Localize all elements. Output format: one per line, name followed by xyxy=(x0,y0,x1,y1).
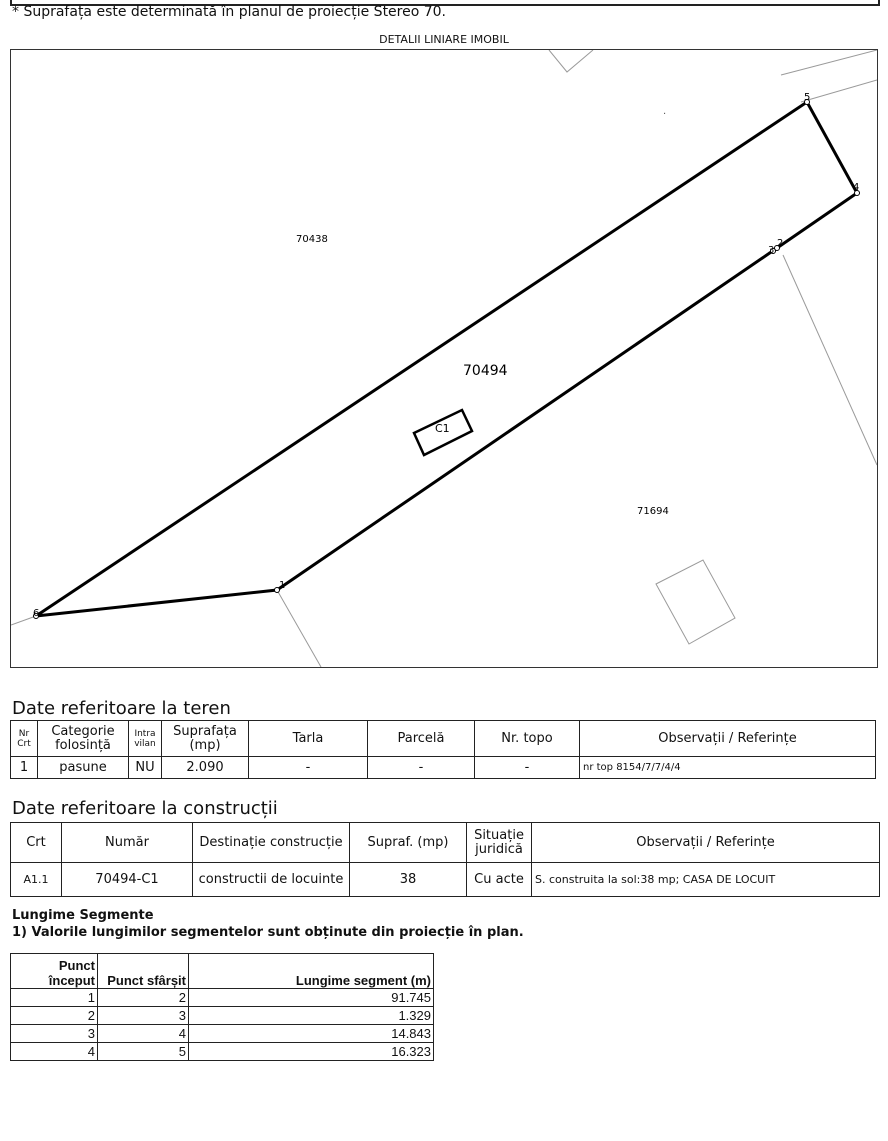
header-cell: Punct sfârșit xyxy=(98,954,189,989)
point-label: 2 xyxy=(777,238,784,249)
cell: 4 xyxy=(98,1025,189,1043)
header-cell: Parcelă xyxy=(368,721,475,757)
cell: A1.1 xyxy=(11,863,62,897)
parcel-map-drawing xyxy=(11,50,877,667)
cell: - xyxy=(368,757,475,779)
header-cell: Tarla xyxy=(249,721,368,757)
cell: 1 xyxy=(11,989,98,1007)
cell: nr top 8154/7/7/4/4 xyxy=(580,757,876,779)
table-row xyxy=(11,1043,434,1061)
header-cell: Destinație construcție xyxy=(193,823,350,863)
neighbour-boundary xyxy=(801,80,877,102)
segmente-title: Lungime Segmente xyxy=(12,908,154,923)
point-label: 5 xyxy=(804,92,811,103)
teren-heading: Date referitoare la teren xyxy=(12,698,231,719)
header-cell: Lungime segment (m) xyxy=(189,954,434,989)
cell: 1.329 xyxy=(189,1007,434,1025)
parcel-label-left: 70438 xyxy=(296,234,328,245)
header-cell: Suprafața (mp) xyxy=(162,721,249,757)
map-dot: · xyxy=(663,109,667,120)
constructii-table xyxy=(10,822,880,897)
neighbour-boundary xyxy=(783,255,877,465)
point-label: 3 xyxy=(768,245,775,256)
cell: 3 xyxy=(11,1025,98,1043)
table-row xyxy=(11,1025,434,1043)
header-cell: Observații / Referințe xyxy=(532,823,880,863)
table-row xyxy=(11,757,876,779)
header-cell: Nr. topo xyxy=(475,721,580,757)
header-cell: Crt xyxy=(11,823,62,863)
table-row xyxy=(11,1007,434,1025)
parcel-outline xyxy=(36,102,860,616)
cell: 3 xyxy=(98,1007,189,1025)
teren-table xyxy=(10,720,876,779)
cell: Cu acte xyxy=(467,863,532,897)
cell: constructii de locuinte xyxy=(193,863,350,897)
table-header-row xyxy=(11,954,434,989)
cell: 5 xyxy=(98,1043,189,1061)
neighbour-boundary xyxy=(277,590,321,667)
header-cell: Observații / Referințe xyxy=(580,721,876,757)
table-row xyxy=(11,863,880,897)
table-header-row xyxy=(11,721,876,757)
cell: pasune xyxy=(38,757,129,779)
neighbour-building xyxy=(656,560,735,644)
map-title: DETALII LINIARE IMOBIL xyxy=(379,33,509,46)
neighbour-boundary xyxy=(549,50,593,72)
cell: - xyxy=(475,757,580,779)
cell: 2.090 xyxy=(162,757,249,779)
cell: NU xyxy=(129,757,162,779)
segmente-table xyxy=(10,953,434,1061)
header-cell: Intra vilan xyxy=(129,721,162,757)
table-header-row xyxy=(11,823,880,863)
table-row xyxy=(11,989,434,1007)
parcel-label-main: 70494 xyxy=(463,363,508,379)
point-label: 6 xyxy=(33,608,40,619)
point-label: 1 xyxy=(279,580,286,591)
cell: 14.843 xyxy=(189,1025,434,1043)
cell: S. construita la sol:38 mp; CASA DE LOCUIT xyxy=(532,863,880,897)
cell: 2 xyxy=(11,1007,98,1025)
cell: 1 xyxy=(11,757,38,779)
footnote: * Suprafața este determinată în planul de proiecție Stereo 70. xyxy=(12,4,447,20)
parcel-label-right: 71694 xyxy=(637,506,669,517)
cell: 2 xyxy=(98,989,189,1007)
cell: 4 xyxy=(11,1043,98,1061)
cell: 38 xyxy=(350,863,467,897)
header-cell: Categorie folosință xyxy=(38,721,129,757)
segmente-note: 1) Valorile lungimilor segmentelor sunt obținute din proiecție în plan. xyxy=(12,925,524,940)
header-cell: Supraf. (mp) xyxy=(350,823,467,863)
cell: 91.745 xyxy=(189,989,434,1007)
building-label: C1 xyxy=(435,422,450,435)
cell: - xyxy=(249,757,368,779)
header-cell: Număr xyxy=(62,823,193,863)
cell: 16.323 xyxy=(189,1043,434,1061)
header-cell: Nr Crt xyxy=(11,721,38,757)
header-cell: Situație juridică xyxy=(467,823,532,863)
point-label: 4 xyxy=(853,182,860,193)
cell: 70494-C1 xyxy=(62,863,193,897)
neighbour-boundary xyxy=(781,50,877,75)
header-cell: Punct început xyxy=(11,954,98,989)
parcel-map xyxy=(10,49,878,668)
constructii-heading: Date referitoare la construcții xyxy=(12,798,278,819)
